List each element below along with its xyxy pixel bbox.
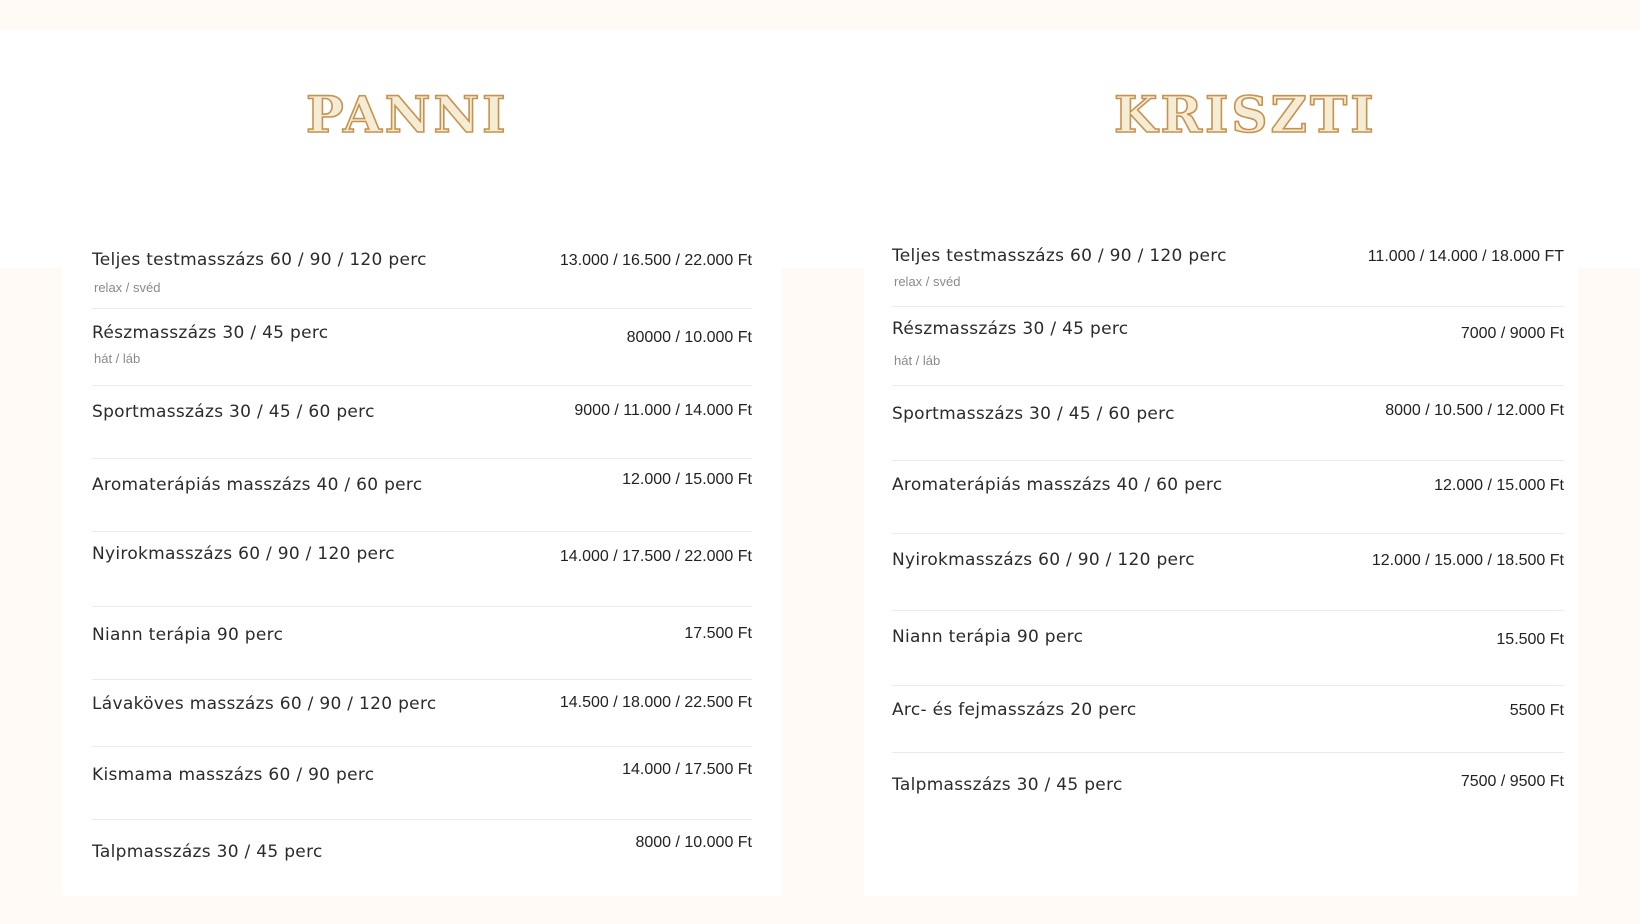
service-name: Arc- és fejmasszázs 20 perc <box>892 700 1137 720</box>
right-title: KRISZTI <box>1114 85 1377 144</box>
service-price: 14.000 / 17.500 / 22.000 Ft <box>559 548 752 565</box>
service-price: 11.000 / 14.000 / 18.000 FT <box>1367 248 1564 265</box>
service-name: Kismama masszázs 60 / 90 perc <box>92 765 375 785</box>
right-price-list <box>892 232 1564 825</box>
menu-row-niann-terapia-90-perc <box>92 607 752 680</box>
menu-row-kismama-masszazs-60-90-perc <box>92 747 752 820</box>
menu-row-aromaterapias-masszazs-40-60-perc <box>892 461 1564 534</box>
service-price: 80000 / 10.000 Ft <box>626 329 752 346</box>
service-price: 14.000 / 17.500 Ft <box>622 761 752 778</box>
service-price: 13.000 / 16.500 / 22.000 Ft <box>559 252 752 269</box>
service-name: Részmasszázs 30 / 45 perc <box>892 319 1129 339</box>
menu-row-lavakoves-masszazs-60-90-120-perc <box>92 680 752 747</box>
menu-row-teljes-testmasszazs-60-90-120-perc <box>92 236 752 309</box>
service-name: Nyirokmasszázs 60 / 90 / 120 perc <box>92 544 395 564</box>
service-name: Talpmasszázs 30 / 45 perc <box>892 775 1123 795</box>
menu-row-arc-es-fejmasszazs-20-perc <box>892 686 1564 753</box>
service-price: 7500 / 9500 Ft <box>1460 773 1564 790</box>
menu-row-teljes-testmasszazs-60-90-120-perc <box>892 232 1564 307</box>
menu-row-reszmasszazs-30-45-perc <box>92 309 752 386</box>
service-name: Sportmasszázs 30 / 45 / 60 perc <box>92 402 375 422</box>
service-subtitle: hát / láb <box>894 353 941 368</box>
service-price: 12.000 / 15.000 Ft <box>622 471 752 488</box>
service-price: 8000 / 10.000 Ft <box>635 834 752 851</box>
service-price: 12.000 / 15.000 Ft <box>1434 477 1564 494</box>
menu-row-aromaterapias-masszazs-40-60-perc <box>92 459 752 532</box>
service-name: Aromaterápiás masszázs 40 / 60 perc <box>92 475 423 495</box>
service-price: 9000 / 11.000 / 14.000 Ft <box>574 402 752 419</box>
menu-row-talpmasszazs-30-45-perc <box>92 820 752 896</box>
menu-row-niann-terapia-90-perc <box>892 611 1564 686</box>
service-name: Talpmasszázs 30 / 45 perc <box>92 842 323 862</box>
service-name: Niann terápia 90 perc <box>92 625 284 645</box>
menu-row-reszmasszazs-30-45-perc <box>892 307 1564 386</box>
service-subtitle: relax / svéd <box>894 274 961 289</box>
service-price: 5500 Ft <box>1509 702 1564 719</box>
service-name: Részmasszázs 30 / 45 perc <box>92 323 329 343</box>
service-price: 14.500 / 18.000 / 22.500 Ft <box>559 694 752 711</box>
service-price: 12.000 / 15.000 / 18.500 Ft <box>1371 552 1564 569</box>
service-subtitle: relax / svéd <box>94 280 161 295</box>
menu-row-sportmasszazs-30-45-60-perc <box>92 386 752 459</box>
service-name: Teljes testmasszázs 60 / 90 / 120 perc <box>892 246 1227 266</box>
service-price: 7000 / 9000 Ft <box>1460 325 1564 342</box>
service-price: 15.500 Ft <box>1496 631 1564 648</box>
service-price: 8000 / 10.500 / 12.000 Ft <box>1385 402 1564 419</box>
service-name: Teljes testmasszázs 60 / 90 / 120 perc <box>92 250 427 270</box>
service-price: 17.500 Ft <box>684 625 752 642</box>
service-name: Lávaköves masszázs 60 / 90 / 120 perc <box>92 694 437 714</box>
menu-row-sportmasszazs-30-45-60-perc <box>892 386 1564 461</box>
service-name: Aromaterápiás masszázs 40 / 60 perc <box>892 475 1223 495</box>
menu-row-nyirokmasszazs-60-90-120-perc <box>92 532 752 607</box>
left-title: PANNI <box>306 85 509 144</box>
service-name: Sportmasszázs 30 / 45 / 60 perc <box>892 404 1175 424</box>
service-name: Niann terápia 90 perc <box>892 627 1084 647</box>
left-price-list <box>92 236 752 896</box>
service-subtitle: hát / láb <box>94 351 141 366</box>
menu-row-nyirokmasszazs-60-90-120-perc <box>892 534 1564 611</box>
menu-row-talpmasszazs-30-45-perc <box>892 753 1564 825</box>
service-name: Nyirokmasszázs 60 / 90 / 120 perc <box>892 550 1195 570</box>
